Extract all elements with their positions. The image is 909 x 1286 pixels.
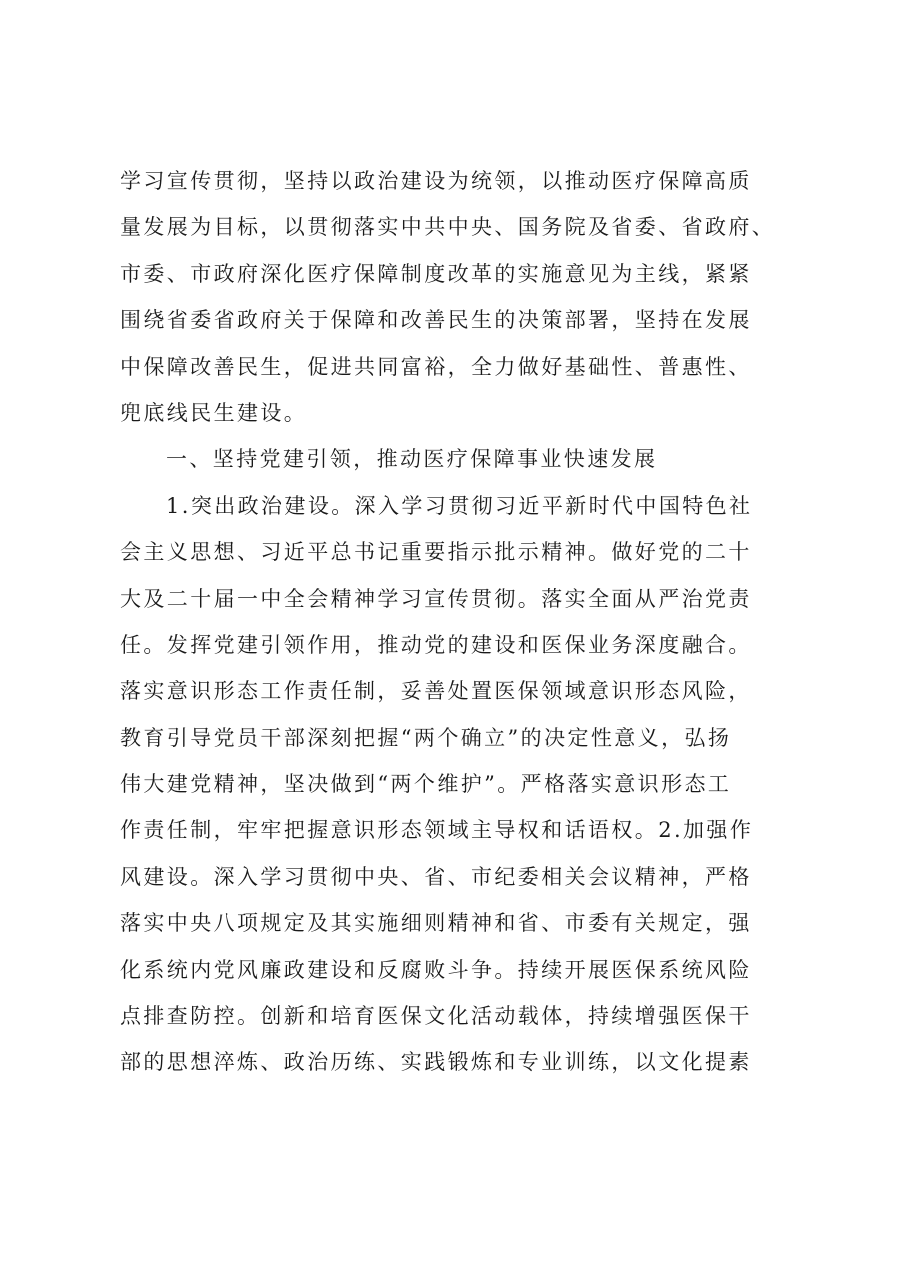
text-line: 任。发挥党建引领作用，推动党的建设和医保业务深度融合。 — [120, 632, 752, 657]
text-line: 作责任制，牢牢把握意识形态领域主导权和话语权。2.加强作 — [120, 818, 754, 843]
text-line: 大及二十届一中全会精神学习宣传贯彻。落实全面从严治党责 — [120, 586, 752, 611]
text-line: 1.突出政治建设。深入学习贯彻习近平新时代中国特色社 — [166, 493, 753, 518]
text-line: 围绕省委省政府关于保障和改善民生的决策部署，坚持在发展 — [120, 308, 752, 333]
text-line: 化系统内党风廉政建设和反腐败斗争。持续开展医保系统风险 — [120, 957, 752, 982]
text-line: 量发展为目标，以贯彻落实中共中央、国务院及省委、省政府、 — [120, 215, 776, 240]
text-line: 会主义思想、习近平总书记重要指示批示精神。做好党的二十 — [120, 540, 752, 565]
text-line: 风建设。深入学习贯彻中央、省、市纪委相关会议精神，严格 — [120, 864, 752, 889]
text-line: 兜底线民生建设。 — [120, 400, 308, 425]
text-line: 伟大建党精神，坚决做到“两个维护”。严格落实意识形态工 — [120, 772, 732, 797]
text-line: 点排查防控。创新和培育医保文化活动载体，持续增强医保干 — [120, 1004, 752, 1029]
text-line: 落实意识形态工作责任制，妥善处置医保领域意识形态风险， — [120, 679, 752, 704]
body-text — [120, 158, 800, 1086]
text-line: 落实中央八项规定及其实施细则精神和省、市委有关规定，强 — [120, 911, 752, 936]
text-line: 部的思想淬炼、政治历练、实践锻炼和专业训练，以文化提素 — [120, 1050, 752, 1075]
section-heading: 一、坚持党建引领，推动医疗保障事业快速发展 — [166, 447, 658, 472]
text-line: 中保障改善民生，促进共同富裕，全力做好基础性、普惠性、 — [120, 354, 752, 379]
text-line: 教育引导党员干部深刻把握“两个确立”的决定性意义，弘扬 — [120, 725, 732, 750]
text-line: 市委、市政府深化医疗保障制度改革的实施意见为主线，紧紧 — [120, 261, 752, 286]
text-line: 学习宣传贯彻，坚持以政治建设为统领，以推动医疗保障高质 — [120, 169, 752, 193]
